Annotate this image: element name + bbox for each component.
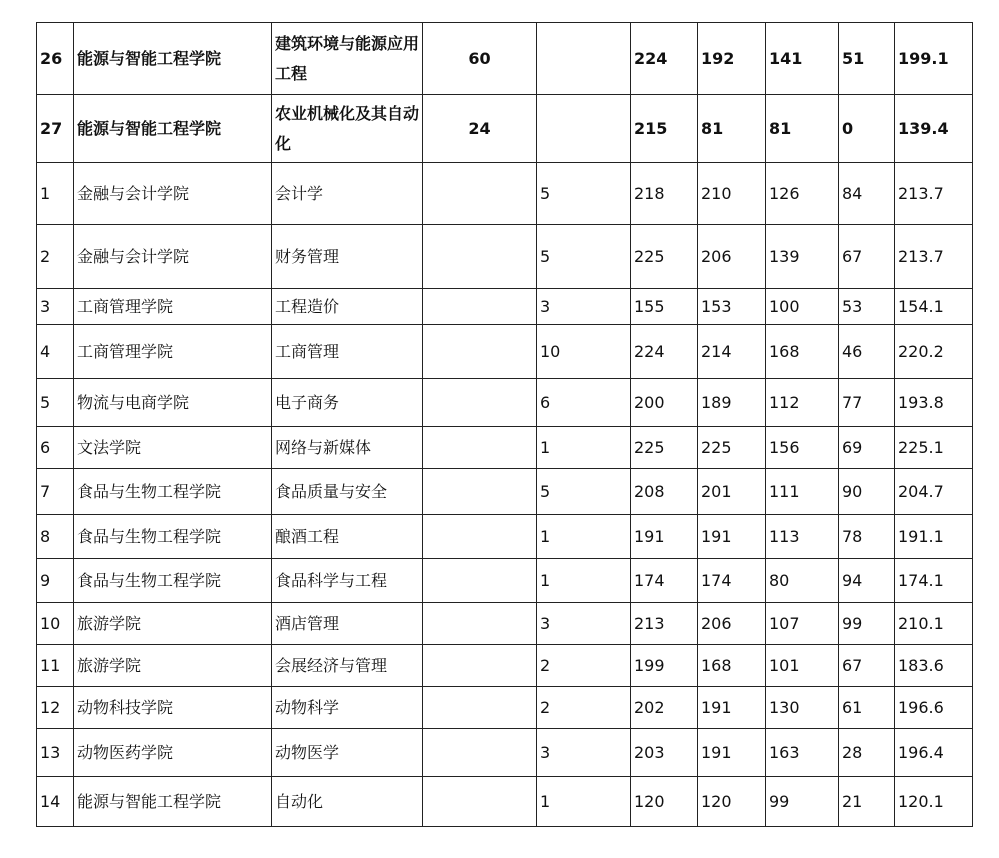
- plan-count-cell: [423, 515, 537, 559]
- score-cell: 174.1: [895, 559, 973, 603]
- value-c-cell: 81: [766, 95, 839, 163]
- plan-count-cell: [423, 777, 537, 827]
- plan-count-cell: [423, 469, 537, 515]
- value-d-cell: 77: [839, 379, 895, 427]
- extra-count-cell: 3: [537, 603, 631, 645]
- table-row: [37, 23, 973, 95]
- table-row: [37, 559, 973, 603]
- value-c-cell: 113: [766, 515, 839, 559]
- college-cell: 动物科技学院: [74, 687, 272, 729]
- value-c-cell: 107: [766, 603, 839, 645]
- college-cell: 食品与生物工程学院: [74, 469, 272, 515]
- value-b-cell: 192: [698, 23, 766, 95]
- value-a-cell: 191: [631, 515, 698, 559]
- row-number-cell: 1: [37, 163, 74, 225]
- extra-count-cell: 10: [537, 325, 631, 379]
- value-d-cell: 67: [839, 645, 895, 687]
- row-number-cell: 8: [37, 515, 74, 559]
- row-number-cell: 11: [37, 645, 74, 687]
- major-cell: 酒店管理: [272, 603, 423, 645]
- value-b-cell: 153: [698, 289, 766, 325]
- score-cell: 199.1: [895, 23, 973, 95]
- value-b-cell: 201: [698, 469, 766, 515]
- value-a-cell: 199: [631, 645, 698, 687]
- value-b-cell: 191: [698, 515, 766, 559]
- extra-count-cell: 5: [537, 225, 631, 289]
- plan-count-cell: [423, 289, 537, 325]
- row-number-cell: 13: [37, 729, 74, 777]
- plan-count-cell: 60: [423, 23, 537, 95]
- value-d-cell: 84: [839, 163, 895, 225]
- college-cell: 能源与智能工程学院: [74, 777, 272, 827]
- value-c-cell: 130: [766, 687, 839, 729]
- score-cell: 225.1: [895, 427, 973, 469]
- major-cell: 酿酒工程: [272, 515, 423, 559]
- score-cell: 120.1: [895, 777, 973, 827]
- score-cell: 196.4: [895, 729, 973, 777]
- extra-count-cell: 1: [537, 427, 631, 469]
- extra-count-cell: 6: [537, 379, 631, 427]
- value-c-cell: 112: [766, 379, 839, 427]
- value-a-cell: 202: [631, 687, 698, 729]
- value-b-cell: 174: [698, 559, 766, 603]
- extra-count-cell: 2: [537, 645, 631, 687]
- table-row: [37, 645, 973, 687]
- value-c-cell: 156: [766, 427, 839, 469]
- score-cell: 183.6: [895, 645, 973, 687]
- extra-count-cell: 5: [537, 469, 631, 515]
- value-a-cell: 225: [631, 427, 698, 469]
- value-c-cell: 141: [766, 23, 839, 95]
- extra-count-cell: 2: [537, 687, 631, 729]
- score-cell: 213.7: [895, 163, 973, 225]
- extra-count-cell: 5: [537, 163, 631, 225]
- value-d-cell: 90: [839, 469, 895, 515]
- row-number-cell: 2: [37, 225, 74, 289]
- college-cell: 食品与生物工程学院: [74, 515, 272, 559]
- value-b-cell: 210: [698, 163, 766, 225]
- extra-count-cell: 1: [537, 559, 631, 603]
- major-cell: 动物医学: [272, 729, 423, 777]
- table-row: [37, 469, 973, 515]
- score-cell: 213.7: [895, 225, 973, 289]
- row-number-cell: 4: [37, 325, 74, 379]
- plan-count-cell: [423, 325, 537, 379]
- score-cell: 210.1: [895, 603, 973, 645]
- value-d-cell: 53: [839, 289, 895, 325]
- value-a-cell: 203: [631, 729, 698, 777]
- major-cell: 财务管理: [272, 225, 423, 289]
- college-cell: 能源与智能工程学院: [74, 23, 272, 95]
- value-b-cell: 168: [698, 645, 766, 687]
- table-row: [37, 603, 973, 645]
- value-b-cell: 191: [698, 729, 766, 777]
- college-cell: 物流与电商学院: [74, 379, 272, 427]
- college-cell: 文法学院: [74, 427, 272, 469]
- value-b-cell: 206: [698, 603, 766, 645]
- major-cell: 自动化: [272, 777, 423, 827]
- extra-count-cell: 3: [537, 729, 631, 777]
- extra-count-cell: [537, 23, 631, 95]
- value-b-cell: 189: [698, 379, 766, 427]
- table-row: [37, 325, 973, 379]
- value-c-cell: 100: [766, 289, 839, 325]
- score-cell: 196.6: [895, 687, 973, 729]
- major-cell: 网络与新媒体: [272, 427, 423, 469]
- value-b-cell: 81: [698, 95, 766, 163]
- admission-table: [36, 22, 973, 827]
- value-d-cell: 46: [839, 325, 895, 379]
- value-d-cell: 28: [839, 729, 895, 777]
- major-cell: 食品质量与安全: [272, 469, 423, 515]
- value-a-cell: 225: [631, 225, 698, 289]
- value-c-cell: 101: [766, 645, 839, 687]
- extra-count-cell: [537, 95, 631, 163]
- table-row: [37, 777, 973, 827]
- college-cell: 工商管理学院: [74, 325, 272, 379]
- extra-count-cell: 1: [537, 515, 631, 559]
- score-cell: 191.1: [895, 515, 973, 559]
- row-number-cell: 12: [37, 687, 74, 729]
- value-d-cell: 94: [839, 559, 895, 603]
- college-cell: 食品与生物工程学院: [74, 559, 272, 603]
- row-number-cell: 26: [37, 23, 74, 95]
- table-row: [37, 729, 973, 777]
- score-cell: 193.8: [895, 379, 973, 427]
- table-row: [37, 379, 973, 427]
- value-a-cell: 208: [631, 469, 698, 515]
- college-cell: 动物医药学院: [74, 729, 272, 777]
- value-d-cell: 61: [839, 687, 895, 729]
- value-b-cell: 191: [698, 687, 766, 729]
- value-b-cell: 206: [698, 225, 766, 289]
- major-cell: 工商管理: [272, 325, 423, 379]
- value-a-cell: 155: [631, 289, 698, 325]
- value-b-cell: 225: [698, 427, 766, 469]
- value-c-cell: 139: [766, 225, 839, 289]
- row-number-cell: 7: [37, 469, 74, 515]
- value-a-cell: 174: [631, 559, 698, 603]
- extra-count-cell: 1: [537, 777, 631, 827]
- score-cell: 204.7: [895, 469, 973, 515]
- value-c-cell: 99: [766, 777, 839, 827]
- value-c-cell: 80: [766, 559, 839, 603]
- score-cell: 139.4: [895, 95, 973, 163]
- value-d-cell: 69: [839, 427, 895, 469]
- table-row: [37, 163, 973, 225]
- value-d-cell: 78: [839, 515, 895, 559]
- plan-count-cell: [423, 645, 537, 687]
- college-cell: 金融与会计学院: [74, 163, 272, 225]
- major-cell: 电子商务: [272, 379, 423, 427]
- table-row: [37, 289, 973, 325]
- table-row: [37, 225, 973, 289]
- value-d-cell: 99: [839, 603, 895, 645]
- value-a-cell: 120: [631, 777, 698, 827]
- row-number-cell: 5: [37, 379, 74, 427]
- college-cell: 旅游学院: [74, 645, 272, 687]
- value-a-cell: 218: [631, 163, 698, 225]
- value-d-cell: 21: [839, 777, 895, 827]
- value-d-cell: 51: [839, 23, 895, 95]
- college-cell: 能源与智能工程学院: [74, 95, 272, 163]
- row-number-cell: 3: [37, 289, 74, 325]
- table-row: [37, 687, 973, 729]
- plan-count-cell: 24: [423, 95, 537, 163]
- plan-count-cell: [423, 687, 537, 729]
- major-cell: 动物科学: [272, 687, 423, 729]
- row-number-cell: 14: [37, 777, 74, 827]
- major-cell: 会展经济与管理: [272, 645, 423, 687]
- plan-count-cell: [423, 163, 537, 225]
- value-d-cell: 67: [839, 225, 895, 289]
- value-a-cell: 213: [631, 603, 698, 645]
- value-a-cell: 224: [631, 325, 698, 379]
- plan-count-cell: [423, 379, 537, 427]
- score-cell: 154.1: [895, 289, 973, 325]
- row-number-cell: 10: [37, 603, 74, 645]
- plan-count-cell: [423, 729, 537, 777]
- plan-count-cell: [423, 559, 537, 603]
- major-cell: 食品科学与工程: [272, 559, 423, 603]
- plan-count-cell: [423, 427, 537, 469]
- value-b-cell: 214: [698, 325, 766, 379]
- value-a-cell: 200: [631, 379, 698, 427]
- value-d-cell: 0: [839, 95, 895, 163]
- extra-count-cell: 3: [537, 289, 631, 325]
- value-b-cell: 120: [698, 777, 766, 827]
- row-number-cell: 27: [37, 95, 74, 163]
- row-number-cell: 6: [37, 427, 74, 469]
- plan-count-cell: [423, 225, 537, 289]
- college-cell: 工商管理学院: [74, 289, 272, 325]
- plan-count-cell: [423, 603, 537, 645]
- row-number-cell: 9: [37, 559, 74, 603]
- value-c-cell: 126: [766, 163, 839, 225]
- score-cell: 220.2: [895, 325, 973, 379]
- value-a-cell: 215: [631, 95, 698, 163]
- college-cell: 金融与会计学院: [74, 225, 272, 289]
- major-cell: 工程造价: [272, 289, 423, 325]
- value-c-cell: 111: [766, 469, 839, 515]
- major-cell: 会计学: [272, 163, 423, 225]
- value-c-cell: 168: [766, 325, 839, 379]
- value-a-cell: 224: [631, 23, 698, 95]
- table-body: [37, 23, 973, 827]
- table-row: [37, 515, 973, 559]
- college-cell: 旅游学院: [74, 603, 272, 645]
- value-c-cell: 163: [766, 729, 839, 777]
- major-cell: 农业机械化及其自动化: [272, 95, 423, 163]
- table-row: [37, 95, 973, 163]
- major-cell: 建筑环境与能源应用工程: [272, 23, 423, 95]
- table-row: [37, 427, 973, 469]
